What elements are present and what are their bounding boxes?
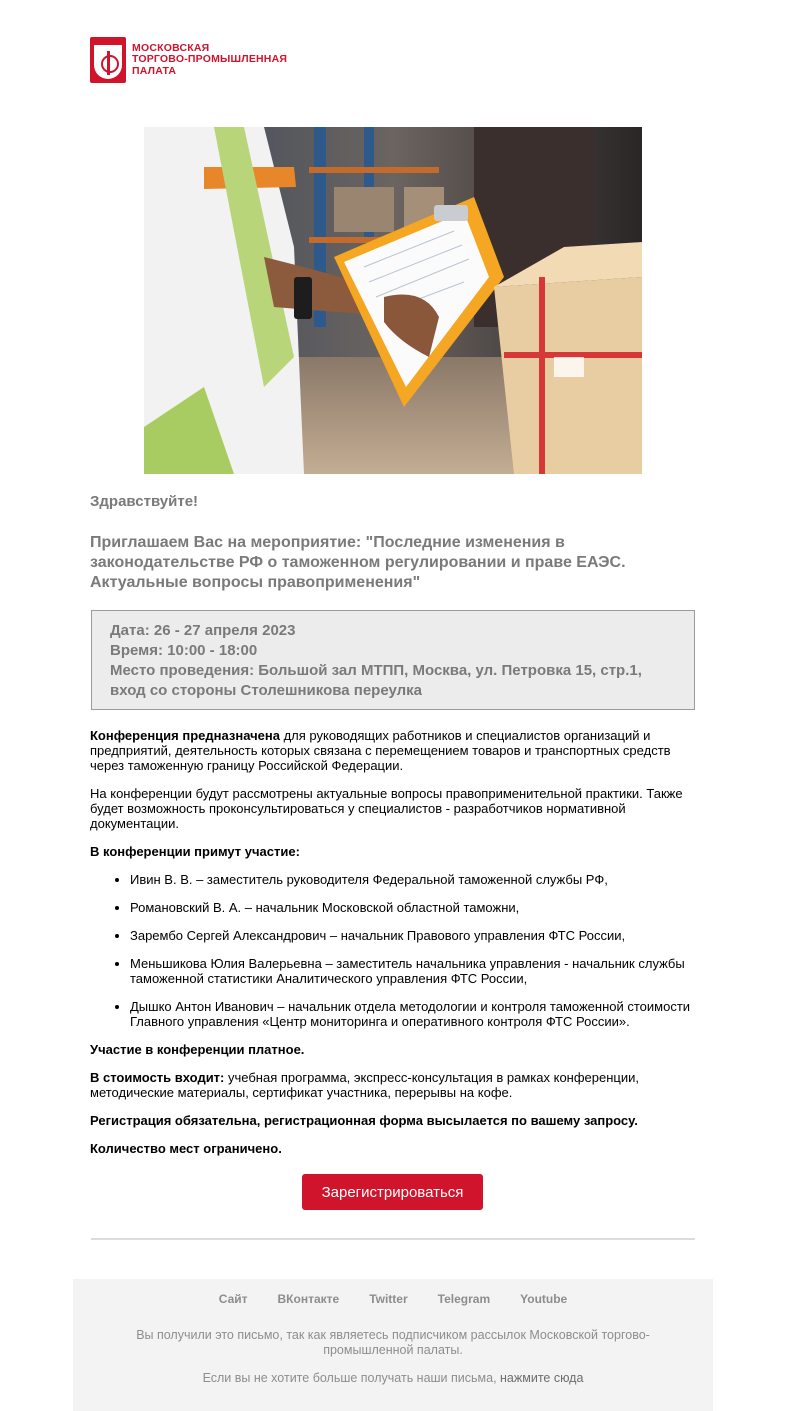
register-button[interactable]: Зарегистрироваться xyxy=(302,1174,483,1210)
event-info-box xyxy=(91,610,695,710)
unsubscribe-line: Если вы не хотите больше получать наши письма, нажмите сюда xyxy=(202,1371,584,1385)
chamber-emblem-icon xyxy=(90,37,126,83)
purpose-paragraph: Конференция предназначена для руководящих работников и специалистов организаций и предприятий, деятельность которых связана с перемещением товаров и транспортных средств через таможенную границу Российской Федерации. xyxy=(90,728,671,773)
limited-notice: Количество мест ограничено. xyxy=(90,1141,282,1156)
list-item: • Зарембо Сергей Александрович – начальник Правового управления ФТС России, xyxy=(130,928,695,943)
footer-links xyxy=(73,1292,713,1306)
footer-link-vk[interactable]: ВКонтакте xyxy=(277,1292,340,1306)
list-item: • Романовский В. А. – начальник Московской областной таможни, xyxy=(130,900,695,915)
logo-text: МОСКОВСКАЯ ТОРГОВО-ПРОМЫШЛЕННАЯ ПАЛАТА xyxy=(132,41,288,77)
footer-link-telegram[interactable]: Telegram xyxy=(437,1292,491,1306)
mtpp-logo[interactable] xyxy=(90,36,295,84)
hero-image xyxy=(144,127,642,474)
topics-paragraph: На конференции будут рассмотрены актуальные вопросы правоприменительной практики. Также будет возможность проконсультироваться у специалистов - разработчиков нормативной документации. xyxy=(90,786,683,831)
footer-link-site[interactable]: Сайт xyxy=(218,1292,248,1306)
list-item: • Меньшикова Юлия Валерьевна – заместитель начальника управления - начальник службы таможенной статистики Аналитического управления ФТС России, xyxy=(130,956,695,986)
invitation-heading: Приглашаем Вас на мероприятие: "Последние изменения в законодательстве РФ о таможенном регулировании и праве ЕАЭС. Актуальные вопросы правоприменения" xyxy=(90,534,626,591)
participants-list xyxy=(130,872,695,1029)
footer-link-youtube[interactable]: Youtube xyxy=(520,1292,568,1306)
cost-paragraph: В стоимость входит: учебная программа, экспресс-консультация в рамках конференции, методические материалы, сертификат участника, перерывы на кофе. xyxy=(90,1070,640,1100)
participants-heading: В конференции примут участие: xyxy=(90,844,300,859)
event-time: Время: 10:00 - 18:00 xyxy=(110,642,258,659)
email-body xyxy=(90,728,695,1169)
divider xyxy=(91,1238,695,1240)
paid-notice: Участие в конференции платное. xyxy=(90,1042,305,1057)
footer xyxy=(73,1279,713,1411)
subscription-note: Вы получили это письмо, так как являетесь подписчиком рассылок Московской торгово-промышленной палаты. xyxy=(136,1328,650,1357)
list-item: • Дышко Антон Иванович – начальник отдела методологии и контроля таможенной стоимости Главного управления «Центр мониторинга и оперативного контроля ФТС России». xyxy=(130,999,695,1029)
event-place: Место проведения: Большой зал МТПП, Москва, ул. Петровка 15, стр.1, вход со стороны Столешникова переулка xyxy=(110,662,642,699)
unsubscribe-link[interactable]: нажмите сюда xyxy=(500,1371,584,1385)
event-date: Дата: 26 - 27 апреля 2023 xyxy=(110,622,296,639)
greeting: Здравствуйте! xyxy=(90,493,199,510)
footer-link-twitter[interactable]: Twitter xyxy=(369,1292,408,1306)
list-item: • Ивин В. В. – заместитель руководителя Федеральной таможенной службы РФ, xyxy=(130,872,695,887)
registration-notice: Регистрация обязательна, регистрационная форма высылается по вашему запросу. xyxy=(90,1113,638,1128)
